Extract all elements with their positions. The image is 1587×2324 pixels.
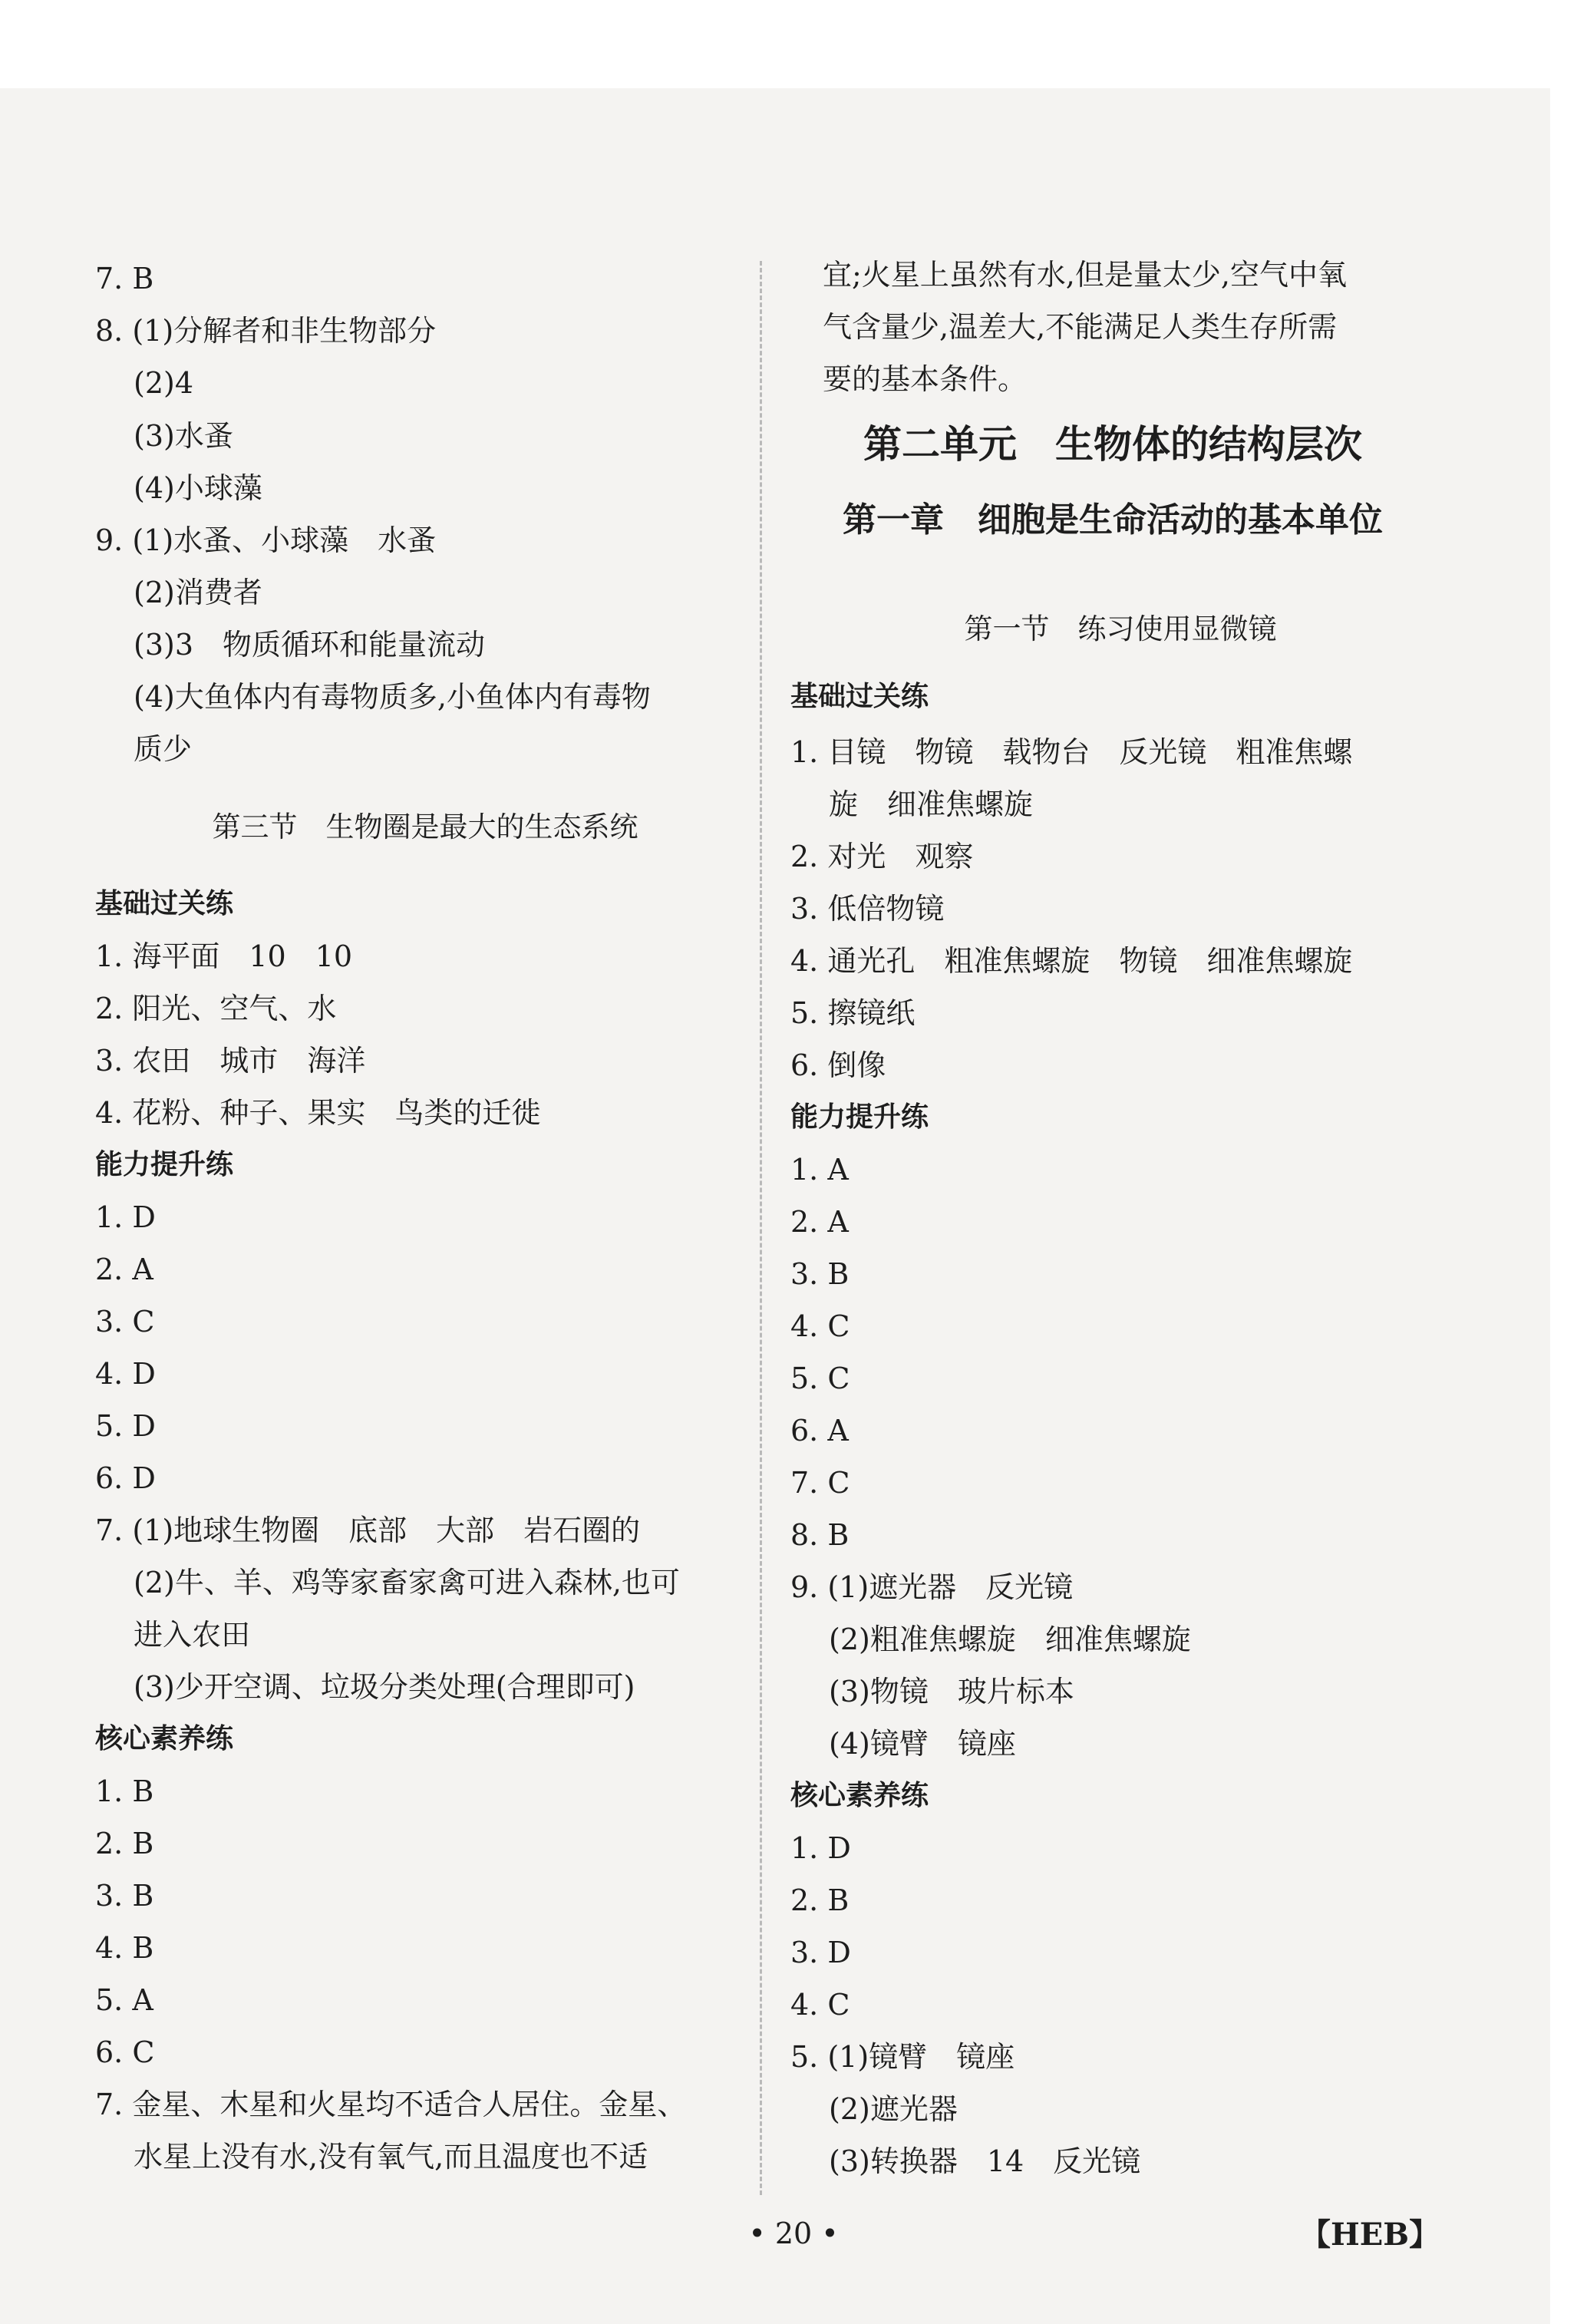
- answer-item: 1. A: [790, 1153, 849, 1187]
- section-title: 第三节 生物圈是最大的生态系统: [212, 810, 638, 843]
- answer-item: 2. B: [95, 1827, 154, 1860]
- answer-subitem: (2)4: [134, 366, 194, 400]
- column-divider: [760, 261, 762, 2195]
- answer-item: 7. (1)地球生物圈 底部 大部 岩石圈的: [95, 1514, 641, 1547]
- answer-item: 4. B: [95, 1931, 154, 1965]
- answer-item: 5. (1)镜臂 镜座: [790, 2040, 1015, 2074]
- unit-title: 第二单元 生物体的结构层次: [863, 422, 1362, 467]
- answer-subitem: (3)转换器 14 反光镜: [829, 2144, 1141, 2178]
- answer-continuation: 要的基本条件。: [823, 362, 1028, 396]
- answer-item: 5. 擦镜纸: [790, 996, 916, 1030]
- answer-item: 5. C: [790, 1362, 850, 1395]
- scan-right-margin: [1550, 0, 1587, 2324]
- chapter-title: 第一章 细胞是生命活动的基本单位: [843, 500, 1383, 540]
- answer-item: 1. D: [95, 1200, 156, 1234]
- answer-item: 5. D: [95, 1409, 156, 1443]
- answer-item: 4. C: [790, 1309, 850, 1343]
- answer-subitem: (4)小球藻: [134, 471, 262, 505]
- answer-item: 7. 金星、木星和火星均不适合人居住。金星、: [95, 2088, 687, 2121]
- answer-item: 3. 农田 城市 海洋: [95, 1044, 366, 1078]
- answer-item: 3. B: [95, 1879, 154, 1913]
- answer-item: 3. 低倍物镜: [790, 892, 945, 926]
- answer-item: 1. 海平面 10 10: [95, 939, 353, 973]
- answer-item: 1. 目镜 物镜 载物台 反光镜 粗准焦螺: [790, 735, 1353, 769]
- answer-item: 3. C: [95, 1305, 155, 1339]
- answer-subitem: (2)遮光器: [829, 2092, 958, 2126]
- exercise-heading: 能力提升练: [95, 1149, 234, 1180]
- answer-subitem: (2)牛、羊、鸡等家畜家禽可进入森林,也可: [134, 1566, 680, 1599]
- answer-subitem: (3)水蚤: [134, 419, 233, 453]
- answer-item: 4. 通光孔 粗准焦螺旋 物镜 细准焦螺旋: [790, 944, 1353, 978]
- exercise-heading: 基础过关练: [790, 681, 929, 712]
- answer-continuation: 质少: [134, 732, 193, 766]
- exercise-heading: 核心素养练: [95, 1723, 234, 1755]
- exercise-heading: 能力提升练: [790, 1101, 929, 1133]
- answer-continuation: 旋 细准焦螺旋: [829, 787, 1034, 821]
- edition-badge: 【HEB】: [1300, 2217, 1440, 2253]
- exercise-heading: 基础过关练: [95, 888, 234, 919]
- answer-item: 2. 对光 观察: [790, 840, 974, 873]
- scan-top-margin: [0, 0, 1587, 88]
- answer-item: 4. 花粉、种子、果实 鸟类的迁徙: [95, 1096, 541, 1130]
- answer-subitem: (2)粗准焦螺旋 细准焦螺旋: [829, 1623, 1191, 1656]
- answer-item: 2. A: [95, 1253, 153, 1286]
- exercise-heading: 核心素养练: [790, 1780, 929, 1811]
- answer-item: 5. A: [95, 1983, 153, 2017]
- answer-item: 6. A: [790, 1414, 849, 1448]
- answer-subitem: (4)大鱼体内有毒物质多,小鱼体内有毒物: [134, 680, 651, 714]
- answer-continuation: 宜;火星上虽然有水,但是量太少,空气中氧: [823, 258, 1347, 292]
- answer-item: 1. B: [95, 1774, 154, 1808]
- answer-item: 2. B: [790, 1883, 850, 1917]
- answer-subitem: (3)物镜 玻片标本: [829, 1675, 1074, 1708]
- answer-item: 8. B: [790, 1518, 850, 1552]
- answer-item: 6. D: [95, 1461, 156, 1495]
- answer-item: 6. 倒像: [790, 1048, 886, 1082]
- answer-item: 2. 阳光、空气、水: [95, 992, 337, 1025]
- answer-continuation: 水星上没有水,没有氧气,而且温度也不适: [134, 2140, 648, 2174]
- page-number: • 20 •: [748, 2217, 839, 2250]
- section-title: 第一节 练习使用显微镜: [964, 612, 1277, 645]
- answer-continuation: 气含量少,温差大,不能满足人类生存所需: [823, 310, 1338, 344]
- answer-item: 2. A: [790, 1205, 849, 1239]
- answer-item: 9. (1)遮光器 反光镜: [790, 1570, 1074, 1604]
- answer-item: 3. D: [790, 1936, 851, 1969]
- answer-item: 8. (1)分解者和非生物部分: [95, 314, 437, 348]
- answer-continuation: 进入农田: [134, 1618, 251, 1652]
- answer-subitem: (2)消费者: [134, 576, 262, 609]
- answer-item: 4. C: [790, 1988, 850, 2022]
- answer-item: 1. D: [790, 1831, 851, 1865]
- answer-item: 6. C: [95, 2035, 155, 2069]
- answer-subitem: (3)少开空调、垃圾分类处理(合理即可): [134, 1670, 635, 1704]
- answer-item: 7. B: [95, 262, 154, 295]
- answer-subitem: (4)镜臂 镜座: [829, 1727, 1016, 1761]
- answer-subitem: (3)3 物质循环和能量流动: [134, 628, 486, 662]
- answer-item: 3. B: [790, 1257, 850, 1291]
- answer-item: 4. D: [95, 1357, 156, 1391]
- answer-item: 9. (1)水蚤、小球藻 水蚤: [95, 523, 437, 557]
- answer-item: 7. C: [790, 1466, 850, 1500]
